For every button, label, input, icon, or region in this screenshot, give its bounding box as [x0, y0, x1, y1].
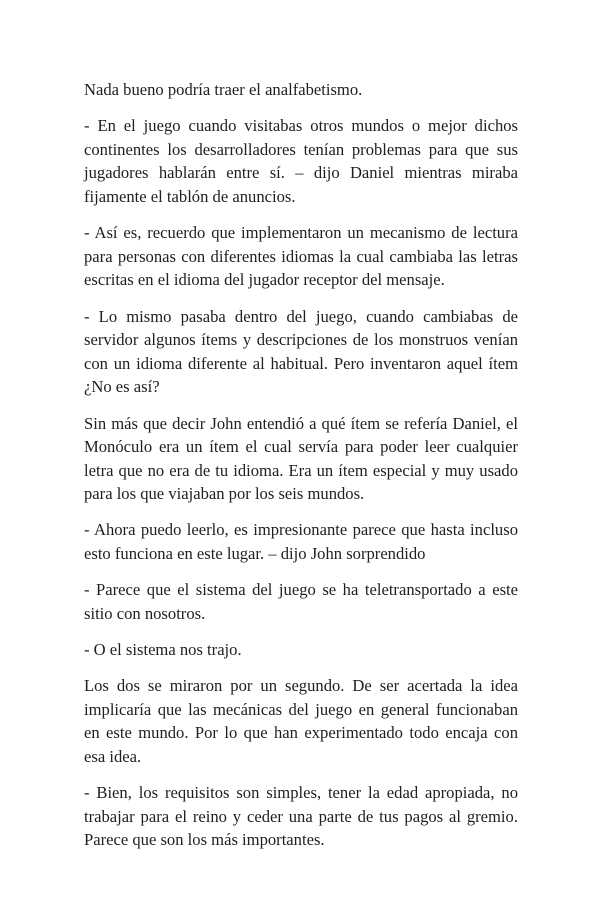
paragraph: Sin más que decir John entendió a qué ítem se refería Daniel, el Monóculo era un ítem el cual servía para poder leer cualquier letra que no era de tu idioma. Era un ítem especial y muy usado para los que viajaban por los seis mundos.	[84, 413, 518, 504]
paragraph: - Bien, los requisitos son simples, tener la edad apropiada, no trabajar para el reino y ceder una parte de tus pagos al gremio. Parece que son los más importantes.	[84, 783, 518, 850]
paragraph: - Así es, recuerdo que implementaron un mecanismo de lectura para personas con diferentes idiomas la cual cambiaba las letras escritas en el idioma del jugador receptor del mensaje.	[84, 223, 518, 290]
paragraph: - Ahora puedo leerlo, es impresionante parece que hasta incluso esto funciona en este lugar. – dijo John sorprendido	[84, 520, 518, 564]
page-text	[84, 78, 518, 865]
paragraph: Los dos se miraron por un segundo. De ser acertada la idea implicaría que las mecánicas del juego en general funcionaban en este mundo. Por lo que han experimentado todo encaja con esa idea.	[84, 676, 518, 766]
paragraph: - Lo mismo pasaba dentro del juego, cuando cambiabas de servidor algunos ítems y descripciones de los monstruos venían con un idioma diferente al habitual. Pero inventaron aquel ítem ¿No es así?	[84, 306, 518, 397]
paragraph: - En el juego cuando visitabas otros mundos o mejor dichos continentes los desarrolladores tenían problemas para que sus jugadores hablarán entre sí. – dijo Daniel mientras miraba fijamente el tablón de anuncios.	[84, 116, 518, 206]
paragraph: - O el sistema nos trajo.	[84, 640, 242, 660]
paragraph: - Parece que el sistema del juego se ha teletransportado a este sitio con nosotros.	[84, 580, 518, 623]
paragraph: Nada bueno podría traer el analfabetismo.	[84, 80, 363, 99]
